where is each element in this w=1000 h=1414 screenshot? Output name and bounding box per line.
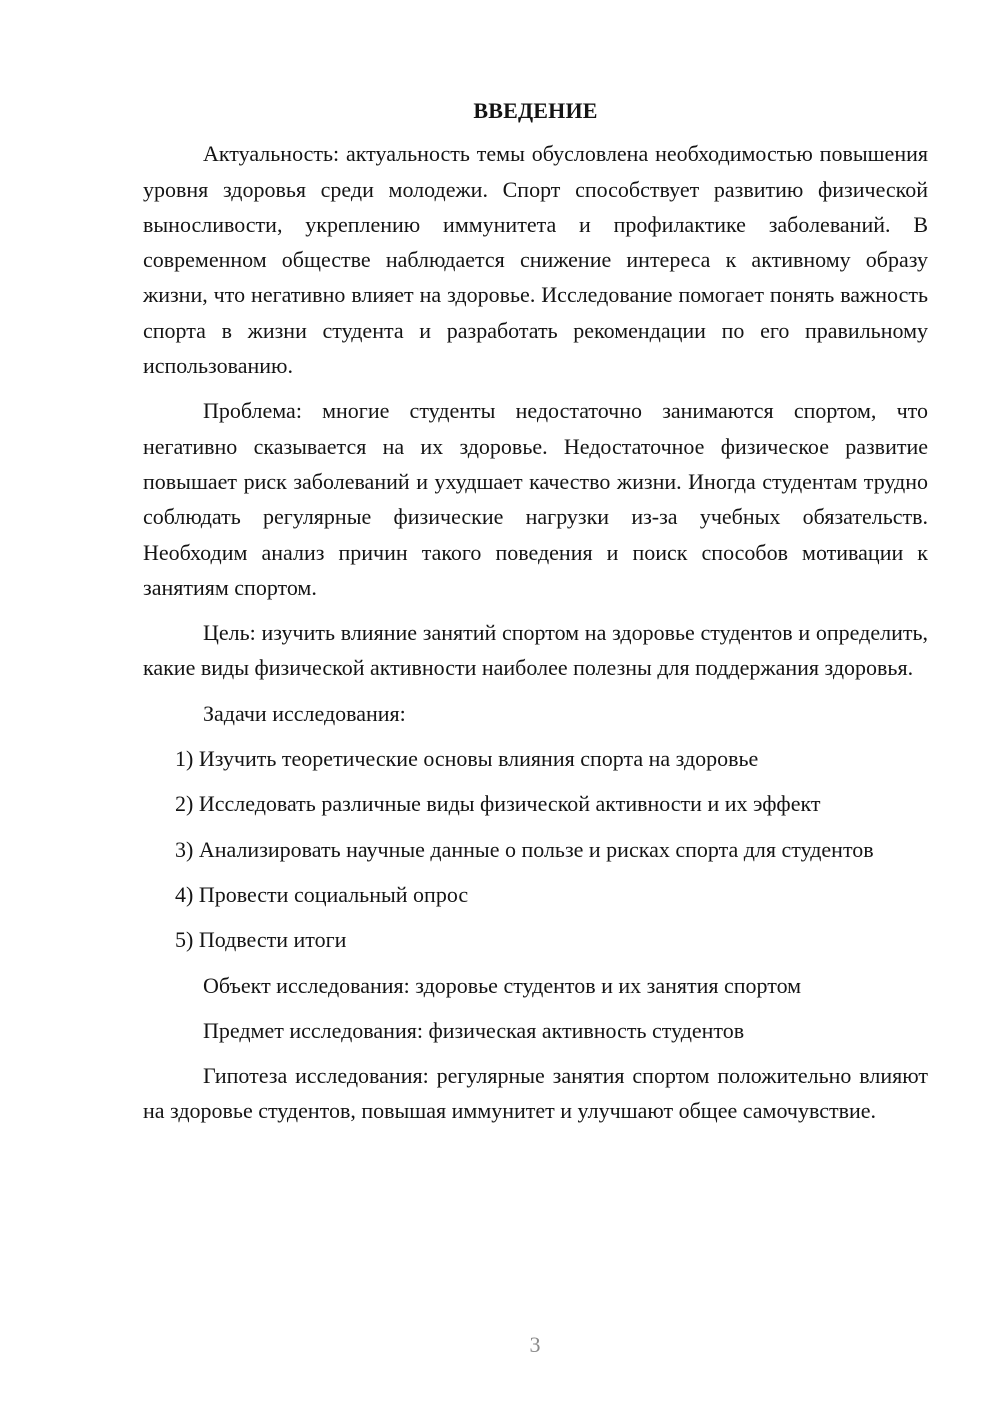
goal-paragraph: Цель: изучить влияние занятий спортом на здоровье студентов и определить, какие виды физической активности наиболее полезны для поддержания здоровья. (143, 620, 928, 681)
subject-paragraph: Предмет исследования: физическая активность студентов (203, 1017, 745, 1043)
relevance-paragraph: Актуальность: актуальность темы обусловлена необходимостью повышения уровня здоровья среди молодежи. Спорт способствует развитию физической выносливости, укреплению иммунитета и профилактике заболеваний. В современном обществе наблюдается снижение интереса к активному образу жизни, что негативно влияет на здоровье. Исследование помогает понять важность спорта в жизни студента и разработать рекомендации по его правильному использованию. (143, 141, 928, 379)
hypothesis-paragraph: Гипотеза исследования: регулярные занятия спортом положительно влияют на здоровье студентов, повышая иммунитет и улучшают общее самочувствие. (143, 1063, 928, 1124)
page-number: 3 (529, 1332, 541, 1357)
task-item-1: 1) Изучить теоретические основы влияния спорта на здоровье (175, 746, 759, 772)
page-content (143, 93, 928, 1139)
task-item-5: 5) Подвести итоги (175, 927, 347, 953)
task-item-2: 2) Исследовать различные виды физической активности и их эффект (175, 791, 821, 817)
task-item-3: 3) Анализировать научные данные о пользе и рисках спорта для студентов (175, 836, 874, 862)
section-title: ВВЕДЕНИЕ (473, 98, 598, 123)
tasks-heading: Задачи исследования: (203, 700, 406, 726)
task-item-4: 4) Провести социальный опрос (175, 881, 469, 907)
object-paragraph: Объект исследования: здоровье студентов и их занятия спортом (203, 972, 802, 998)
problem-paragraph: Проблема: многие студенты недостаточно занимаются спортом, что негативно сказывается на их здоровье. Недостаточное физическое развитие повышает риск заболеваний и ухудшает качество жизни. Иногда студентам трудно соблюдать регулярные физические нагрузки из-за учебных обязательств. Необходим анализ причин такого поведения и поиск способов мотивации к занятиям спортом. (143, 398, 928, 600)
